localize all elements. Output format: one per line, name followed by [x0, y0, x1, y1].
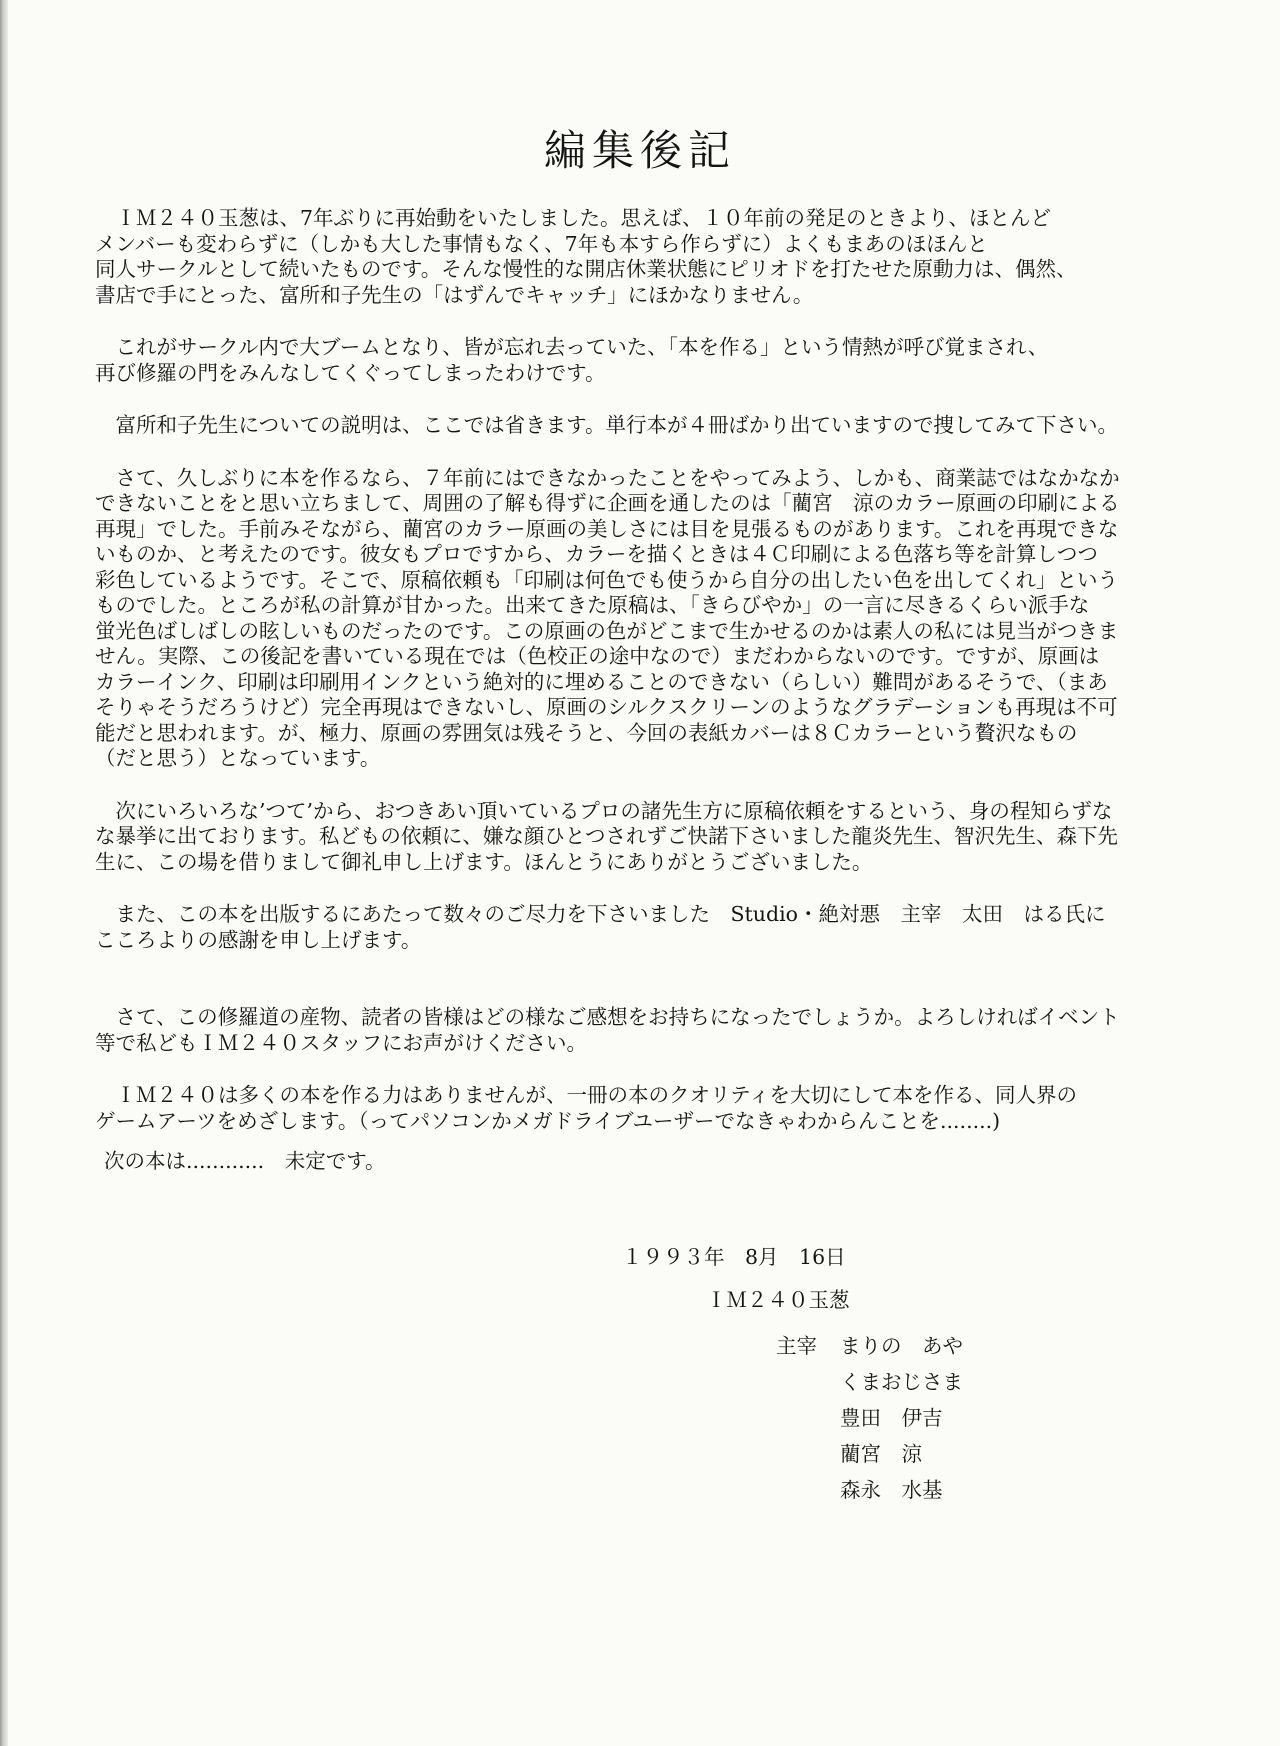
page-title: 編集後記 — [543, 126, 736, 175]
text-line: ものでした。ところが私の計算が甘かった。出来てきた原稿は、「きらびやか」の一言に尽きるくらい派手な — [95, 593, 1090, 617]
text-line: 再び修羅の門をみんなしてくぐってしまったわけです。 — [95, 360, 606, 385]
staff-name: 森永 水基 — [840, 1478, 943, 1502]
text-line: 再現」でした。手前みそながら、藺宮のカラー原画の美しさには目を見張るものがあります。これを再現できな — [95, 516, 1119, 541]
circle-name: ＩＭ２４０玉葱 — [706, 1288, 850, 1312]
text-line: さて、この修羅道の産物、読者の皆様はどの様なご感想をお持ちになったでしょうか。よろしければイベント — [95, 1005, 1120, 1029]
text-line: （だと思う）となっています。 — [95, 746, 381, 770]
text-line: 富所和子先生についての説明は、ここでは省きます。単行本が４冊ばかり出ていますので捜してみて下さい。 — [95, 413, 1118, 437]
text-line: こころよりの感謝を申し上げます。 — [95, 927, 422, 952]
staff-row — [776, 1400, 963, 1436]
text-line: ゲームアーツをめざします。（ってパソコンかメガドライブユーザーでなきゃわからんことを........) — [95, 1108, 1001, 1133]
staff-name: くまおじさま — [840, 1370, 963, 1394]
text-line: そりゃそうだろうけど）完全再現はできないし、原画のシルクスクリーンのようなグラデーションも再現は不可 — [95, 695, 1118, 719]
text-line: ＩＭ２４０は多くの本を作る力はありませんが、一冊の本のクオリティを大切にして本を作る、同人界の — [95, 1083, 1077, 1107]
staff-list — [776, 1328, 963, 1508]
text-line: いものか、と考えたのです。彼女もプロですから、カラーを描くときは４Ｃ印刷による色落ち等を計算しつつ — [95, 542, 1098, 566]
text-line: さて、久しぶりに本を作るなら、７年前にはできなかったことをやってみよう、しかも、商業誌ではなかなか — [95, 465, 1120, 490]
text-line: カラーインク、印刷は印刷用インクという絶対的に埋めることのできない（らしい）難問があるそうで、（まあ — [95, 669, 1108, 694]
staff-name: まりの あや — [840, 1334, 963, 1358]
text-line: これがサークル内で大ブームとなり、皆が忘れ去っていた、「本を作る」という情熱が呼び覚まされ、 — [95, 335, 1049, 359]
paragraph-8 — [95, 1083, 1195, 1134]
paragraph-6 — [95, 902, 1195, 953]
text-line: 蛍光色ばしばしの眩しいものだったのです。この原画の色がどこまで生かせるのかは素人の私には見当がつきま — [95, 618, 1119, 643]
staff-row — [776, 1436, 963, 1472]
paragraph-1 — [95, 206, 1195, 308]
staff-name: 藺宮 涼 — [840, 1442, 922, 1466]
text-line: 彩色しているようです。そこで、原稿依頼も「印刷は何色でも使うから自分の出したい色を出してくれ」という — [95, 567, 1118, 592]
paragraph-3 — [95, 413, 1195, 439]
paragraph-4 — [95, 466, 1195, 772]
text-line: 同人サークルとして続いたものです。そんな慢性的な開店休業状態にピリオドを打たせた原動力は、偶然、 — [95, 257, 1077, 281]
page-binding-edge — [0, 0, 8, 1746]
paragraph-7 — [95, 1005, 1195, 1056]
text-line: 等で私どもＩＭ２４０スタッフにお声がけください。 — [95, 1030, 587, 1055]
text-line: 次にいろいろな’つて’から、おつきあい頂いているプロの諸先生方に原稿依頼をするという、身の程知らずな — [95, 798, 1113, 823]
next-book-note: 次の本は............ 未定です。 — [104, 1149, 386, 1173]
text-line: 能だと思われます。が、極力、原画の雰囲気は残そうと、今回の表紙カバーは８Ｃカラーという贅沢なもの — [95, 720, 1078, 745]
text-line: また、この本を出版するにあたって数々のご尽力を下さいました Studio・絶対悪 主宰 太田 はる氏に — [95, 902, 1106, 926]
staff-row — [776, 1472, 963, 1508]
paragraph-2 — [95, 335, 1195, 386]
text-line: せん。実際、この後記を書いている現在では（色校正の途中なので）まだわからないのです。ですが、原画は — [95, 644, 1100, 668]
paragraph-5 — [95, 799, 1195, 876]
text-line: メンバーも変わらずに（しかも大した事情もなく、7年も本すら作らずに）よくもまあのほほんと — [95, 231, 988, 256]
text-line: ＩＭ２４０玉葱は、7年ぶりに再始動をいたしました。思えば、１０年前の発足のときより、ほとんど — [95, 206, 1052, 230]
staff-row — [776, 1328, 963, 1364]
staff-row — [776, 1364, 963, 1400]
text-line: な暴挙に出ております。私どもの依頼に、嫌な顔ひとつされずご快諾下さいました龍炎先生、智沢先生、森下先 — [95, 824, 1118, 848]
colophon-date: １９９３年 8月 16日 — [622, 1245, 846, 1269]
text-line: 生に、この場を借りまして御礼申し上げます。ほんとうにありがとうございました。 — [95, 849, 873, 874]
text-line: できないことをと思い立ちまして、周囲の了解も得ずに企画を通したのは「藺宮 涼のカラー原画の印刷による — [95, 491, 1120, 515]
staff-role: 主宰 — [776, 1334, 817, 1358]
afterword-body — [95, 206, 1195, 1161]
text-line: 書店で手にとった、富所和子先生の「はずんでキャッチ」にほかなりません。 — [95, 282, 814, 307]
staff-name: 豊田 伊吉 — [840, 1406, 943, 1430]
